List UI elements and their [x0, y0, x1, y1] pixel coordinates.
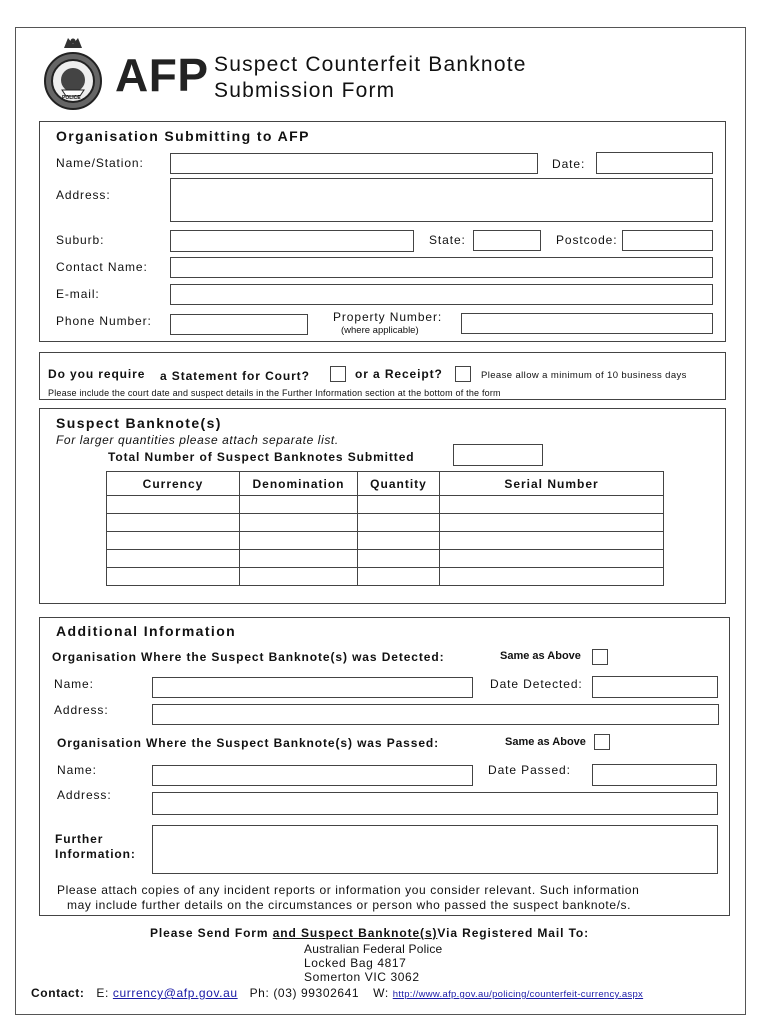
cell-currency[interactable]	[107, 514, 240, 532]
further-info-label-line2: Information:	[55, 847, 136, 861]
web-link[interactable]: http://www.afp.gov.au/policing/counterfeit-currency.aspx	[392, 989, 644, 1000]
require-question-start: Do you require	[48, 367, 146, 381]
email-field[interactable]	[170, 284, 713, 305]
passed-name-field[interactable]	[152, 765, 473, 786]
contact-name-field[interactable]	[170, 257, 713, 278]
suburb-field[interactable]	[170, 230, 414, 252]
cell-denomination[interactable]	[240, 532, 358, 550]
cell-serial-number[interactable]	[440, 496, 664, 514]
attach-note-line1: Please attach copies of any incident reports or information you consider relevant. Such information	[57, 883, 640, 897]
suburb-label: Suburb:	[56, 233, 105, 247]
cell-quantity[interactable]	[358, 496, 440, 514]
same-as-above-passed-label: Same as Above	[505, 736, 586, 748]
table-row	[107, 496, 664, 514]
banknotes-table	[106, 471, 664, 586]
court-date-note: Please include the court date and suspect details in the Further Information section at the bottom of the form	[48, 388, 501, 398]
phone-label: Phone Number:	[56, 314, 152, 328]
cell-currency[interactable]	[107, 496, 240, 514]
email-link[interactable]: currency@afp.gov.au	[112, 986, 238, 1000]
org-section-title: Organisation Submitting to AFP	[56, 128, 310, 144]
address-field[interactable]	[170, 178, 713, 222]
cell-denomination[interactable]	[240, 568, 358, 586]
mail-address-line3: Somerton VIC 3062	[304, 970, 420, 984]
cell-quantity[interactable]	[358, 550, 440, 568]
form-title-line2: Submission Form	[214, 79, 396, 102]
cell-currency[interactable]	[107, 532, 240, 550]
phone-field[interactable]	[170, 314, 308, 335]
cell-serial-number[interactable]	[440, 532, 664, 550]
cell-currency[interactable]	[107, 568, 240, 586]
postcode-label: Postcode:	[556, 233, 618, 247]
passed-title: Organisation Where the Suspect Banknote(s) was Passed:	[57, 736, 440, 750]
send-instruction	[150, 926, 589, 940]
name-station-label: Name/Station:	[56, 156, 144, 170]
column-header-serial-number: Serial Number	[440, 472, 664, 496]
table-row	[107, 532, 664, 550]
contact-name-label: Contact Name:	[56, 260, 148, 274]
address-label: Address:	[56, 188, 111, 202]
table-row	[107, 514, 664, 532]
date-detected-field[interactable]	[592, 676, 718, 698]
detected-title: Organisation Where the Suspect Banknote(s) was Detected:	[52, 650, 445, 664]
name-station-field[interactable]	[170, 153, 538, 174]
cell-serial-number[interactable]	[440, 550, 664, 568]
same-as-above-passed-checkbox[interactable]	[594, 734, 610, 750]
total-banknotes-label: Total Number of Suspect Banknotes Submitted	[108, 450, 415, 464]
contact-label: Contact:	[31, 986, 85, 1000]
table-header-row	[107, 472, 664, 496]
column-header-denomination: Denomination	[240, 472, 358, 496]
column-header-currency: Currency	[107, 472, 240, 496]
statement-for-court-checkbox[interactable]	[330, 366, 346, 382]
badge-lettering: POLICE	[62, 95, 81, 101]
detected-name-label: Name:	[54, 677, 94, 691]
date-field[interactable]	[596, 152, 713, 174]
total-banknotes-field[interactable]	[453, 444, 543, 466]
additional-section-title: Additional Information	[56, 623, 237, 639]
cell-serial-number[interactable]	[440, 514, 664, 532]
cell-serial-number[interactable]	[440, 568, 664, 586]
table-row	[107, 550, 664, 568]
receipt-checkbox[interactable]	[455, 366, 471, 382]
send-instruction-end: Via Registered Mail To:	[437, 926, 590, 940]
attach-note-line2: may include further details on the circumstances or person who passed the suspect banknote/s.	[67, 898, 632, 912]
postcode-field[interactable]	[622, 230, 713, 251]
state-label: State:	[429, 233, 466, 247]
web-prefix: W:	[373, 986, 389, 1000]
property-number-note: (where applicable)	[341, 325, 419, 336]
form-title-line1: Suspect Counterfeit Banknote	[214, 53, 527, 76]
mail-address-line1: Australian Federal Police	[304, 942, 443, 956]
date-passed-label: Date Passed:	[488, 763, 571, 777]
cell-denomination[interactable]	[240, 514, 358, 532]
contact-line	[31, 986, 643, 1000]
same-as-above-detected-label: Same as Above	[500, 650, 581, 662]
receipt-label: or a Receipt?	[355, 367, 443, 381]
further-info-label-line1: Further	[55, 832, 104, 846]
detected-address-field[interactable]	[152, 704, 719, 725]
cell-denomination[interactable]	[240, 496, 358, 514]
send-instruction-underlined: and Suspect Banknote(s)	[272, 926, 438, 940]
statement-for-court-label: a Statement for Court?	[160, 369, 310, 383]
passed-address-field[interactable]	[152, 792, 718, 815]
banknotes-section-title: Suspect Banknote(s)	[56, 415, 222, 431]
cell-quantity[interactable]	[358, 568, 440, 586]
property-number-label: Property Number:	[333, 310, 443, 324]
email-label: E-mail:	[56, 287, 100, 301]
cell-quantity[interactable]	[358, 532, 440, 550]
email-prefix: E:	[96, 986, 109, 1000]
afp-logo-text: AFP	[115, 49, 209, 101]
banknotes-subtitle: For larger quantities please attach separate list.	[56, 433, 339, 447]
detected-name-field[interactable]	[152, 677, 473, 698]
detected-address-label: Address:	[54, 703, 109, 717]
cell-quantity[interactable]	[358, 514, 440, 532]
mail-address-line2: Locked Bag 4817	[304, 956, 407, 970]
date-detected-label: Date Detected:	[490, 677, 583, 691]
further-info-field[interactable]	[152, 825, 718, 874]
property-number-field[interactable]	[461, 313, 713, 334]
cell-denomination[interactable]	[240, 550, 358, 568]
passed-name-label: Name:	[57, 763, 97, 777]
same-as-above-detected-checkbox[interactable]	[592, 649, 608, 665]
cell-currency[interactable]	[107, 550, 240, 568]
table-row	[107, 568, 664, 586]
send-instruction-start: Please Send Form	[150, 926, 273, 940]
date-label: Date:	[552, 157, 586, 171]
date-passed-field[interactable]	[592, 764, 717, 786]
phone-text: Ph: (03) 99302641	[249, 986, 360, 1000]
column-header-quantity: Quantity	[358, 472, 440, 496]
business-days-note: Please allow a minimum of 10 business days	[481, 370, 687, 381]
state-field[interactable]	[473, 230, 541, 251]
passed-address-label: Address:	[57, 788, 112, 802]
